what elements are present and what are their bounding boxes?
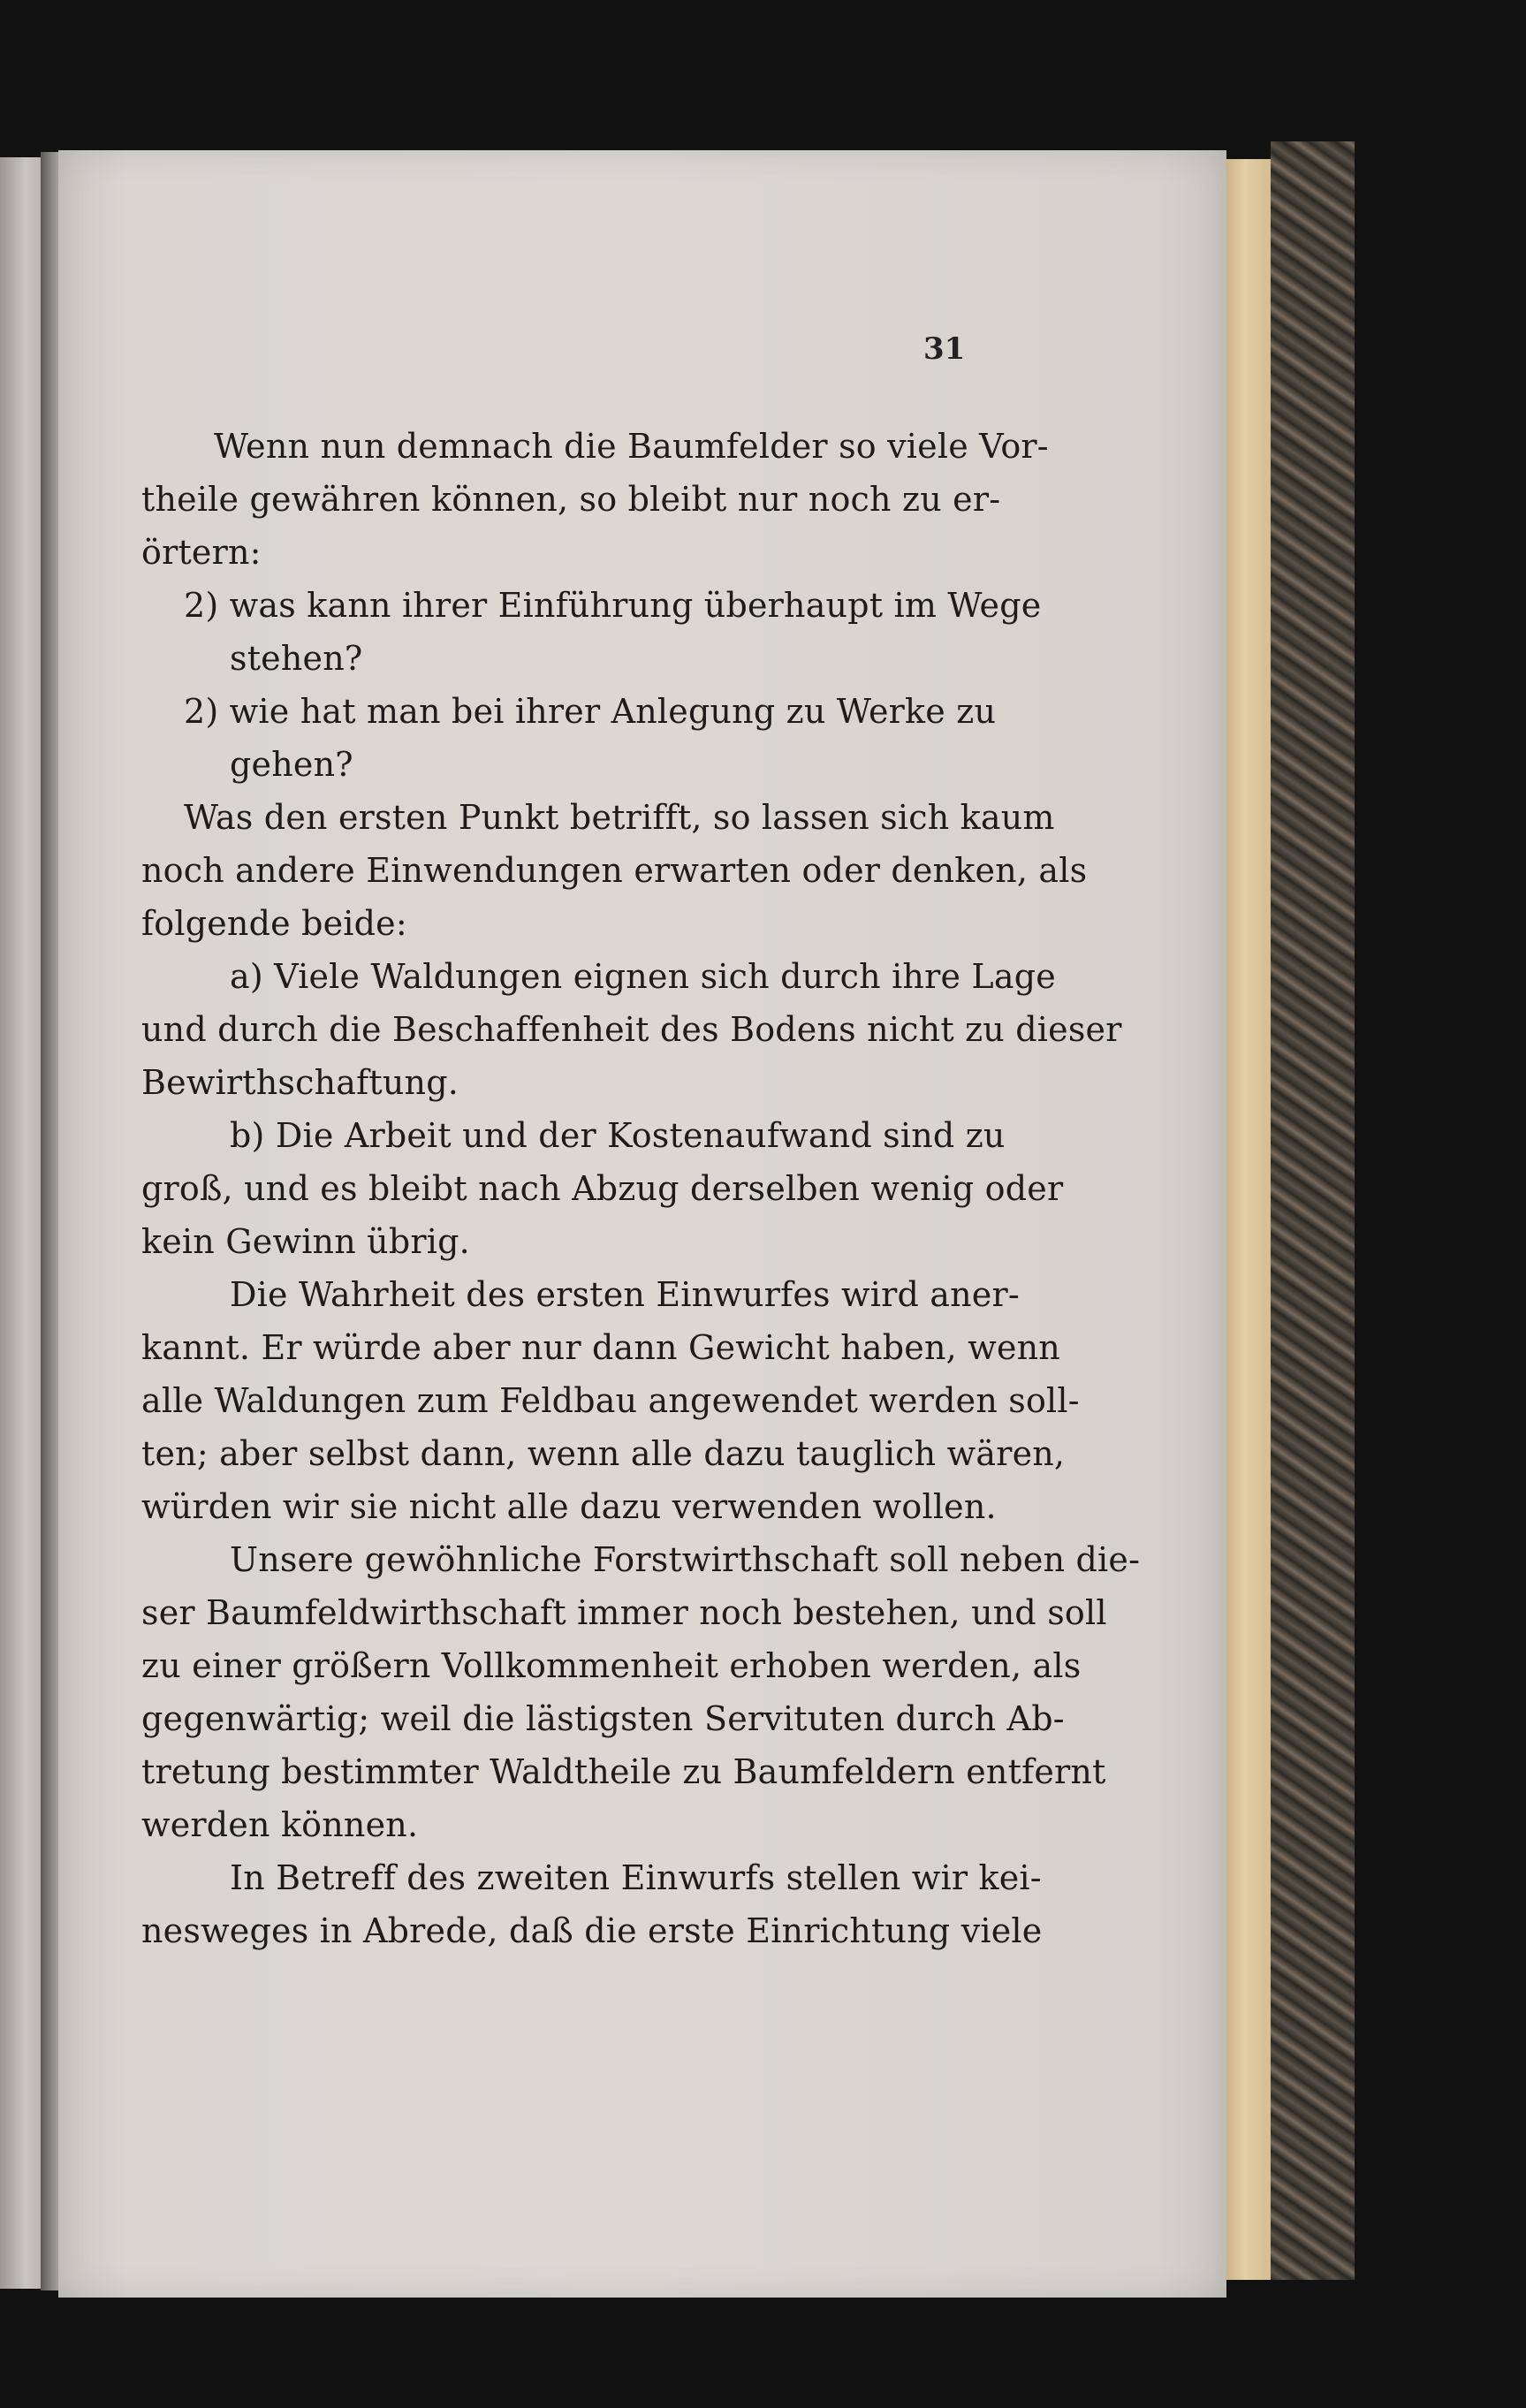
text-line-1: Wenn nun demnach die Baumfelder so viele Vor- [214, 427, 1049, 466]
text-line-25: gegenwärtig; weil die lästigsten Servituten durch Ab- [141, 1699, 1065, 1738]
text-line-23: ser Baumfeldwirthschaft immer noch bestehen, und soll [141, 1593, 1107, 1632]
facing-page-edge [0, 157, 42, 2289]
text-line-21: würden wir sie nicht alle dazu verwenden wollen. [141, 1487, 997, 1526]
text-line-11: a) Viele Waldungen eignen sich durch ihre Lage [230, 957, 1056, 996]
page-number: 31 [923, 331, 966, 367]
text-line-28: In Betreff des zweiten Einwurfs stellen wir kei- [230, 1858, 1042, 1897]
text-line-20: ten; aber selbst dann, wenn alle dazu tauglich wären, [141, 1434, 1066, 1473]
text-line-6: 2) wie hat man bei ihrer Anlegung zu Werke zu [184, 692, 997, 731]
text-line-24: zu einer größern Vollkommenheit erhoben werden, als [141, 1646, 1082, 1685]
text-line-9: noch andere Einwendungen erwarten oder denken, als [141, 851, 1088, 890]
text-line-8: Was den ersten Punkt betrifft, so lassen sich kaum [184, 798, 1055, 837]
text-line-18: kannt. Er würde aber nur dann Gewicht haben, wenn [141, 1328, 1060, 1367]
text-line-16: kein Gewinn übrig. [141, 1222, 470, 1261]
text-line-4: 2) was kann ihrer Einführung überhaupt im Wege [184, 586, 1042, 625]
text-line-5: stehen? [230, 639, 363, 678]
text-line-29: nesweges in Abrede, daß die erste Einrichtung viele [141, 1911, 1043, 1950]
page-block-edge [1226, 159, 1271, 2280]
text-line-17: Die Wahrheit des ersten Einwurfes wird aner- [230, 1275, 1020, 1314]
text-line-26: tretung bestimmter Waldtheile zu Baumfeldern entfernt [141, 1752, 1106, 1791]
text-line-14: b) Die Arbeit und der Kostenaufwand sind zu [230, 1116, 1006, 1155]
text-line-27: werden können. [141, 1805, 419, 1844]
text-line-13: Bewirthschaftung. [141, 1063, 459, 1102]
text-line-2: theile gewähren können, so bleibt nur noch zu er- [141, 480, 1001, 519]
text-line-19: alle Waldungen zum Feldbau angewendet werden soll- [141, 1381, 1080, 1420]
marbled-cover [1271, 141, 1355, 2280]
text-line-10: folgende beide: [141, 904, 407, 943]
text-line-12: und durch die Beschaffenheit des Bodens nicht zu dieser [141, 1010, 1122, 1049]
text-line-22: Unsere gewöhnliche Forstwirthschaft soll neben die- [230, 1540, 1141, 1579]
text-line-3: örtern: [141, 533, 262, 572]
text-line-7: gehen? [230, 745, 353, 784]
text-line-15: groß, und es bleibt nach Abzug derselben wenig oder [141, 1169, 1064, 1208]
